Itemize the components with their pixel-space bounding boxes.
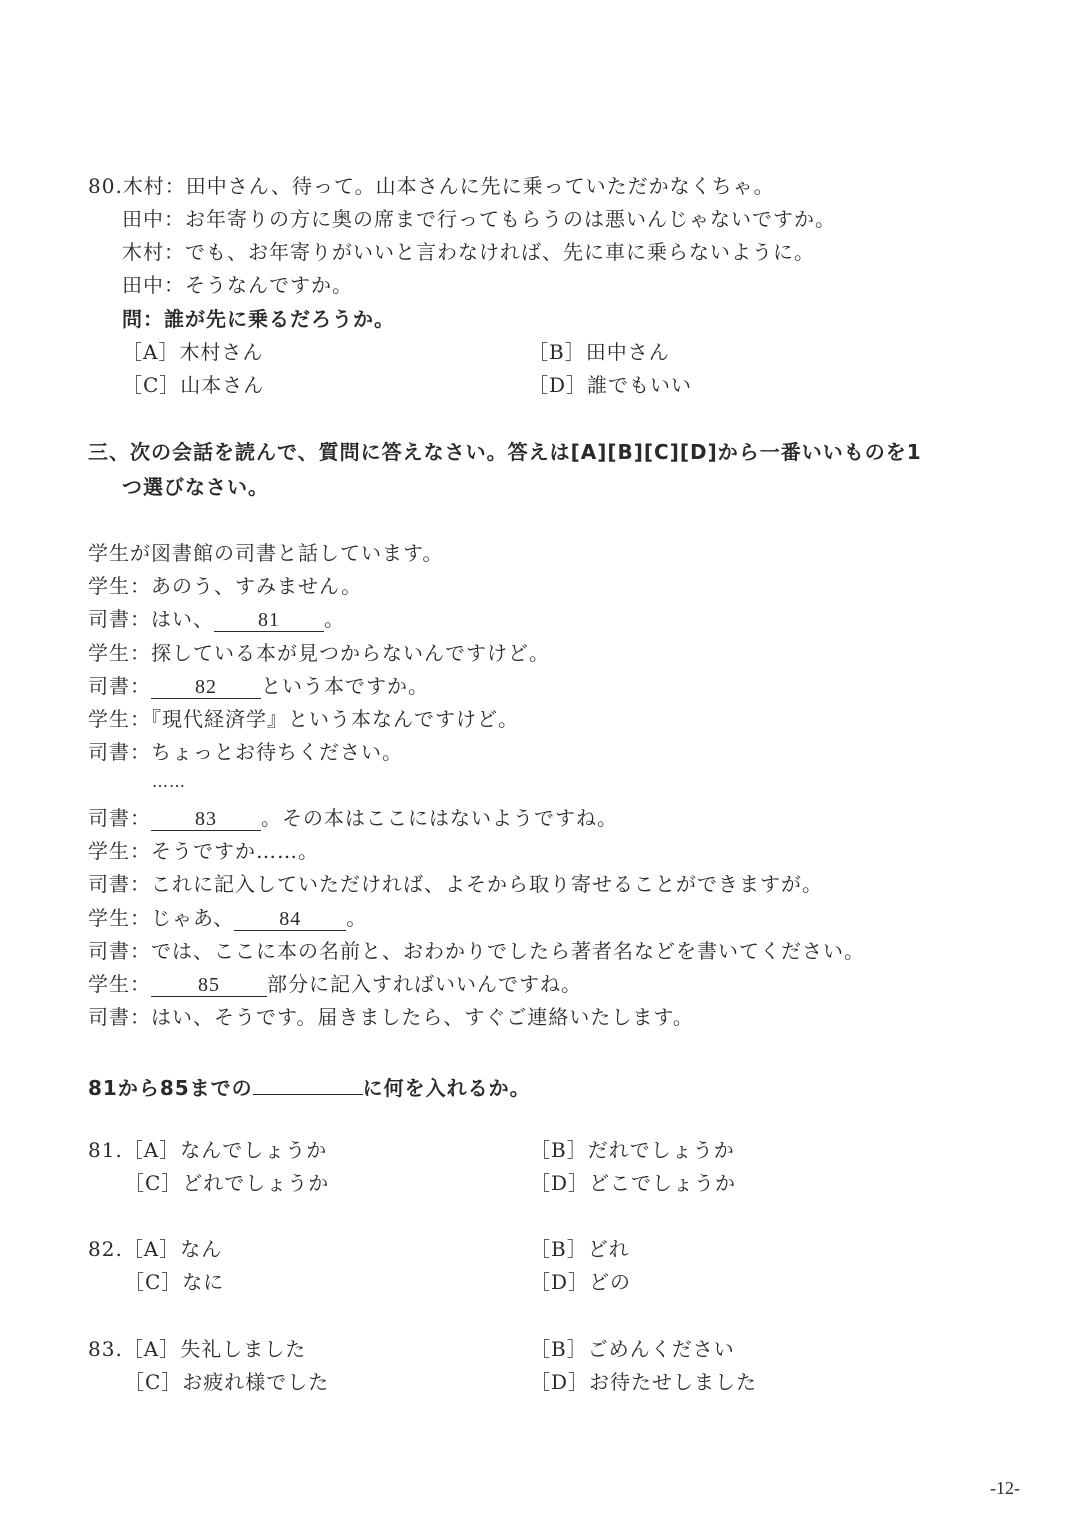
dialogue-intro: 学生が図書館の司書と話しています。 xyxy=(88,541,444,565)
q83-option-b: ［B］ごめんください xyxy=(530,1337,735,1361)
dialogue-line: 司書： 82 という本ですか。 xyxy=(88,674,429,698)
q80-dialogue-4: 田中：そうなんですか。 xyxy=(122,273,353,297)
dialogue-line: 司書：ちょっとお待ちください。 xyxy=(88,740,403,764)
q80-option-a: ［A］木村さん xyxy=(122,340,264,364)
q82-option-a: ［A］なん xyxy=(122,1237,223,1261)
q80-option-d: ［D］誰でもいい xyxy=(528,373,693,397)
dialogue-line: 学生：あのう、すみません。 xyxy=(88,574,363,598)
blank-84: 84 xyxy=(234,908,346,931)
dialogue-line: 司書：これに記入していただければ、よそから取り寄せることができますが。 xyxy=(88,872,823,896)
q83-option-d: ［D］お待たせしました xyxy=(530,1370,758,1394)
q80-line-1 xyxy=(88,174,775,198)
q81-option-b: ［B］だれでしょうか xyxy=(530,1138,735,1162)
dialogue-line: 学生：探している本が見つからないんですけど。 xyxy=(88,641,550,665)
dialogue-line: 司書：では、ここに本の名前と、おわかりでしたら著者名などを書いてください。 xyxy=(88,939,865,963)
q83-option-a: ［A］失礼しました xyxy=(122,1337,307,1361)
dialogue-line: 司書： 83 。その本はここにはないようですね。 xyxy=(88,806,618,830)
q82-option-b: ［B］どれ xyxy=(530,1237,630,1261)
fill-instruction: 81から85までの に何を入れるか。 xyxy=(88,1072,531,1100)
page-number: -12- xyxy=(990,1478,1020,1498)
instruction-blank-line xyxy=(253,1072,363,1095)
q83-option-c: ［C］お疲れ様でした xyxy=(124,1370,330,1394)
q82-option-c: ［C］なに xyxy=(124,1270,225,1294)
section-3-heading: 三、次の会話を読んで、質問に答えなさい。答えは[A][B][C][D]から一番いいものを1 xyxy=(88,440,922,464)
q83-number: 83. xyxy=(88,1337,123,1361)
dialogue-line: 学生：『現代経済学』という本なんですけど。 xyxy=(88,707,519,731)
q81-option-d: ［D］どこでしょうか xyxy=(530,1171,737,1195)
q81-option-c: ［C］どれでしょうか xyxy=(124,1171,330,1195)
blank-82: 82 xyxy=(151,676,261,699)
dialogue-line: 学生：じゃあ、 84 。 xyxy=(88,906,368,930)
q83-row-1 xyxy=(88,1337,306,1361)
dialogue-ellipsis: …… xyxy=(152,772,186,791)
q80-dialogue-1: 木村：田中さん、待って。山本さんに先に乗っていただかなくちゃ。 xyxy=(122,174,775,198)
dialogue-line: 司書：はい、そうです。届きましたら、すぐご連絡いたします。 xyxy=(88,1005,694,1029)
q80-question: 問：誰が先に乗るだろうか。 xyxy=(122,307,395,331)
q82-option-d: ［D］どの xyxy=(530,1270,632,1294)
q82-number: 82. xyxy=(88,1237,123,1261)
blank-81: 81 xyxy=(214,609,324,632)
q80-option-b: ［B］田中さん xyxy=(528,340,670,364)
dialogue-line: 司書：はい、 81 。 xyxy=(88,607,345,631)
q81-option-a: ［A］なんでしょうか xyxy=(122,1138,328,1162)
blank-83: 83 xyxy=(151,808,261,831)
q80-dialogue-2: 田中：お年寄りの方に奥の席まで行ってもらうのは悪いんじゃないですか。 xyxy=(122,207,836,231)
q80-option-c: ［C］山本さん xyxy=(122,373,265,397)
q81-row-1 xyxy=(88,1138,327,1162)
q80-number: 80. xyxy=(88,174,123,198)
dialogue-line: 学生： 85 部分に記入すればいいんですね。 xyxy=(88,972,582,996)
q80-dialogue-3: 木村：でも、お年寄りがいいと言わなければ、先に車に乗らないように。 xyxy=(122,240,815,264)
q82-row-1 xyxy=(88,1237,222,1261)
section-3-heading-cont: つ選びなさい。 xyxy=(122,475,269,499)
dialogue-line: 学生：そうですか……。 xyxy=(88,839,319,863)
blank-85: 85 xyxy=(151,974,267,997)
q81-number: 81. xyxy=(88,1138,123,1162)
